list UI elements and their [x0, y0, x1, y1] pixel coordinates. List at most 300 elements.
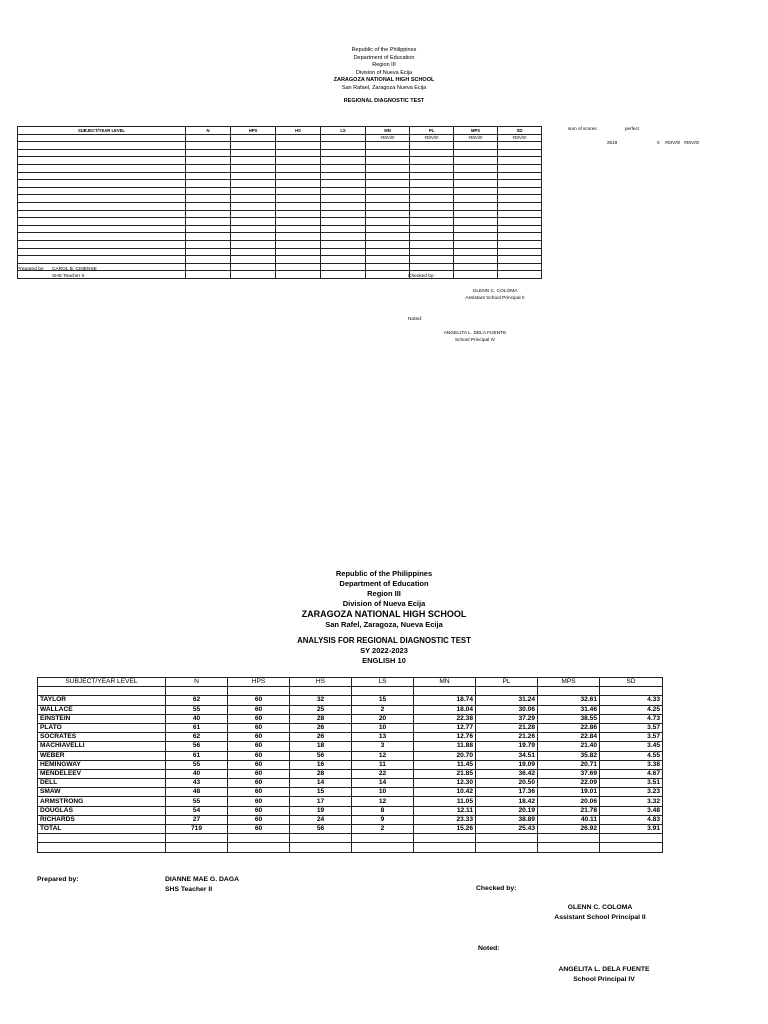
- table-cell: [276, 187, 321, 195]
- table-cell: 18.04: [414, 705, 476, 714]
- table-cell: [410, 172, 454, 180]
- table-cell: 19: [290, 806, 352, 815]
- table-cell: 11: [352, 760, 414, 769]
- table-cell: [410, 195, 454, 203]
- table-cell: 3.91: [600, 825, 663, 834]
- table-cell: [18, 149, 186, 157]
- table-cell: [321, 172, 366, 180]
- table-cell: [352, 834, 414, 843]
- table-row: [18, 142, 542, 150]
- table-cell: [366, 240, 410, 248]
- table-cell: [18, 187, 186, 195]
- table-cell: 9: [352, 815, 414, 824]
- table-row: [18, 149, 542, 157]
- table-row: [18, 180, 542, 188]
- table-cell: TOTAL: [38, 825, 166, 834]
- table-row: [38, 769, 663, 778]
- table-cell: [276, 218, 321, 226]
- table-cell: [231, 157, 276, 165]
- table-cell: 60: [228, 751, 290, 760]
- table-cell: 4.73: [600, 714, 663, 723]
- page1-noted-title: School Principal IV: [454, 338, 496, 343]
- table-cell: [18, 248, 186, 256]
- table-cell: 19.09: [476, 760, 538, 769]
- table-cell: [321, 225, 366, 233]
- table-cell: [366, 149, 410, 157]
- table-cell: [410, 149, 454, 157]
- table-cell: [454, 142, 498, 150]
- empty-row: [38, 834, 663, 843]
- table-cell: [366, 271, 410, 279]
- table-cell: #DIV/0!: [498, 134, 542, 142]
- table-cell: [454, 248, 498, 256]
- table-cell: 61: [166, 751, 228, 760]
- table-cell: [498, 157, 542, 165]
- table-cell: [186, 225, 231, 233]
- table-cell: 4.25: [600, 705, 663, 714]
- table-cell: 26: [290, 723, 352, 732]
- table-cell: [352, 843, 414, 852]
- table-cell: 15.26: [414, 825, 476, 834]
- table-cell: 60: [228, 815, 290, 824]
- page2-header: [0, 569, 768, 666]
- table-cell: [410, 233, 454, 241]
- table-cell: SMAW: [38, 788, 166, 797]
- table-cell: #DIV/0!: [410, 134, 454, 142]
- table-cell: [276, 248, 321, 256]
- table-row: [18, 164, 542, 172]
- table-cell: 10.42: [414, 788, 476, 797]
- table-cell: [186, 187, 231, 195]
- table-cell: 14: [352, 779, 414, 788]
- table-cell: [186, 248, 231, 256]
- table-cell: [538, 834, 600, 843]
- table-cell: [186, 218, 231, 226]
- page2-subject: ENGLISH 10: [362, 656, 406, 665]
- table-cell: [366, 195, 410, 203]
- table-cell: [18, 195, 186, 203]
- table-cell: 10: [352, 788, 414, 797]
- column-header: SD: [498, 127, 542, 135]
- table-cell: [498, 210, 542, 218]
- table-cell: [186, 142, 231, 150]
- table-cell: [166, 834, 228, 843]
- table-cell: 12: [352, 751, 414, 760]
- page2-noted-title: School Principal IV: [573, 976, 635, 983]
- table-row: [18, 240, 542, 248]
- table-cell: [498, 271, 542, 279]
- page2-prepared-name: DIANNE MAE G. DAGA: [165, 876, 240, 883]
- table-cell: 16: [290, 760, 352, 769]
- table-cell: 28: [290, 769, 352, 778]
- table-cell: [410, 202, 454, 210]
- table-cell: [18, 142, 186, 150]
- table-cell: 2: [352, 705, 414, 714]
- table-cell: [498, 142, 542, 150]
- page1-table: [17, 126, 542, 279]
- column-header: SUBJECT/YEAR LEVEL: [18, 127, 186, 135]
- table-cell: 3.45: [600, 742, 663, 751]
- table-cell: 38.55: [538, 714, 600, 723]
- table-cell: [276, 233, 321, 241]
- table-row: [38, 779, 663, 788]
- table-cell: [276, 157, 321, 165]
- table-row: [38, 825, 663, 834]
- table-cell: 11.88: [414, 742, 476, 751]
- table-cell: [231, 202, 276, 210]
- div-error-2: #DIV/0!: [684, 140, 700, 145]
- table-cell: [410, 248, 454, 256]
- table-cell: [228, 687, 290, 696]
- table-cell: [498, 256, 542, 264]
- table-cell: 3.51: [600, 779, 663, 788]
- table-cell: [454, 271, 498, 279]
- page2-title: ANALYSIS FOR REGIONAL DIAGNOSTIC TEST: [297, 636, 471, 645]
- table-cell: [454, 157, 498, 165]
- table-cell: [186, 256, 231, 264]
- table-cell: 21.78: [538, 806, 600, 815]
- table-cell: [18, 225, 186, 233]
- table-cell: [231, 248, 276, 256]
- table-cell: [410, 164, 454, 172]
- table-cell: [454, 149, 498, 157]
- table-cell: [276, 142, 321, 150]
- table-row: [18, 195, 542, 203]
- table-cell: [321, 263, 366, 271]
- table-row: [18, 187, 542, 195]
- table-cell: 27: [166, 815, 228, 824]
- table-cell: [366, 248, 410, 256]
- table-cell: ARMSTRONG: [38, 797, 166, 806]
- table-cell: 4.67: [600, 769, 663, 778]
- page1-division: Division of Nueva Ecija: [355, 69, 413, 76]
- page1-deped: Department of Education: [353, 54, 415, 61]
- page1-prepared-label: Prepared by:: [17, 267, 45, 272]
- column-header: HPS: [231, 127, 276, 135]
- table-cell: [321, 233, 366, 241]
- table-cell: [276, 225, 321, 233]
- page1-school-name: ZARAGOZA NATIONAL HIGH SCHOOL: [333, 77, 435, 84]
- column-header: LS: [321, 127, 366, 135]
- column-header: HS: [276, 127, 321, 135]
- table-cell: [410, 180, 454, 188]
- table-cell: 11.05: [414, 797, 476, 806]
- table-cell: #DIV/0!: [366, 134, 410, 142]
- table-cell: #DIV/0!: [454, 134, 498, 142]
- table-cell: [231, 218, 276, 226]
- table-cell: [186, 134, 231, 142]
- table-cell: [321, 210, 366, 218]
- table-cell: [186, 202, 231, 210]
- column-header: HS: [290, 678, 352, 687]
- page2-prepared-label: Prepared by:: [37, 876, 79, 883]
- table-cell: [600, 687, 663, 696]
- table-cell: 4.83: [600, 815, 663, 824]
- table-cell: [276, 172, 321, 180]
- table-cell: 40: [166, 769, 228, 778]
- table-cell: 40: [166, 714, 228, 723]
- table-cell: TAYLOR: [38, 696, 166, 705]
- perfect-label: perfect: [625, 126, 640, 131]
- page2-checked-title: Assistant School Principal II: [554, 914, 646, 921]
- table-cell: 19.79: [476, 742, 538, 751]
- column-header: MN: [366, 127, 410, 135]
- table-cell: 56: [166, 742, 228, 751]
- table-cell: [186, 233, 231, 241]
- page2-republic: Republic of the Philippines: [335, 569, 433, 578]
- table-cell: [276, 202, 321, 210]
- table-cell: 56: [290, 751, 352, 760]
- table-cell: DOUGLAS: [38, 806, 166, 815]
- table-cell: [276, 149, 321, 157]
- table-cell: 56: [290, 825, 352, 834]
- table-cell: [231, 256, 276, 264]
- table-cell: [410, 225, 454, 233]
- table-cell: [18, 210, 186, 218]
- table-cell: [454, 218, 498, 226]
- table-row: [18, 225, 542, 233]
- column-header: SD: [600, 678, 663, 687]
- table-cell: 60: [228, 788, 290, 797]
- table-cell: [366, 263, 410, 271]
- table-cell: [454, 172, 498, 180]
- table-cell: [498, 172, 542, 180]
- table-cell: 3.57: [600, 733, 663, 742]
- table-cell: [166, 843, 228, 852]
- column-header: MN: [414, 678, 476, 687]
- table-cell: MACHIAVELLI: [38, 742, 166, 751]
- table-cell: 60: [228, 806, 290, 815]
- table-cell: 20: [352, 714, 414, 723]
- table-cell: 36.42: [476, 769, 538, 778]
- table-cell: 12.30: [414, 779, 476, 788]
- table-cell: [410, 256, 454, 264]
- table-cell: [186, 195, 231, 203]
- page1-checked-label: Checked by:: [408, 274, 435, 279]
- table-cell: 62: [166, 733, 228, 742]
- table-cell: [498, 164, 542, 172]
- table-cell: 60: [228, 705, 290, 714]
- table-cell: 55: [166, 760, 228, 769]
- table-row: [18, 134, 542, 142]
- table-cell: 12.11: [414, 806, 476, 815]
- table-cell: 4.55: [600, 751, 663, 760]
- table-cell: 13: [352, 733, 414, 742]
- table-cell: [538, 843, 600, 852]
- table-cell: 20.50: [476, 779, 538, 788]
- table-cell: 3.48: [600, 806, 663, 815]
- table-cell: [231, 134, 276, 142]
- table-cell: 26.92: [538, 825, 600, 834]
- table-cell: [321, 142, 366, 150]
- table-cell: [498, 233, 542, 241]
- column-header: PL: [410, 127, 454, 135]
- table-cell: [18, 218, 186, 226]
- table-cell: PLATO: [38, 723, 166, 732]
- table-cell: [476, 687, 538, 696]
- table-cell: [454, 202, 498, 210]
- table-cell: [186, 240, 231, 248]
- table-cell: 37.29: [476, 714, 538, 723]
- table-cell: 17: [290, 797, 352, 806]
- table-cell: [276, 164, 321, 172]
- table-row: [38, 751, 663, 760]
- table-cell: [290, 843, 352, 852]
- table-cell: [186, 263, 231, 271]
- table-cell: 3.32: [600, 797, 663, 806]
- table-cell: [454, 225, 498, 233]
- table-cell: 24: [290, 815, 352, 824]
- table-cell: 60: [228, 779, 290, 788]
- table-cell: 62: [166, 696, 228, 705]
- table-cell: [18, 240, 186, 248]
- table-cell: [498, 248, 542, 256]
- table-cell: 20.19: [476, 806, 538, 815]
- table-cell: 18.74: [414, 696, 476, 705]
- table-cell: 31.24: [476, 696, 538, 705]
- table-row: [38, 788, 663, 797]
- table-cell: 31.46: [538, 705, 600, 714]
- perfect-value: 0: [657, 140, 660, 145]
- table-cell: [186, 271, 231, 279]
- table-cell: 26: [290, 733, 352, 742]
- table-cell: [18, 172, 186, 180]
- table-cell: [366, 202, 410, 210]
- table-cell: 38.89: [476, 815, 538, 824]
- table-cell: WEBER: [38, 751, 166, 760]
- table-cell: [410, 218, 454, 226]
- table-cell: 28: [290, 714, 352, 723]
- table-cell: [321, 271, 366, 279]
- table-row: [38, 760, 663, 769]
- table-row: [18, 218, 542, 226]
- page2-checked-name: GLENN C. COLOMA: [567, 904, 633, 911]
- table-cell: 60: [228, 769, 290, 778]
- table-cell: [276, 271, 321, 279]
- page1-address: San Rafael, Zaragoza Nueva Ecija: [341, 84, 427, 91]
- table-cell: 3.38: [600, 760, 663, 769]
- table-cell: [321, 134, 366, 142]
- table-cell: [454, 195, 498, 203]
- table-cell: [228, 834, 290, 843]
- table-cell: [366, 210, 410, 218]
- table-cell: 35.82: [538, 751, 600, 760]
- table-cell: 14: [290, 779, 352, 788]
- page1-checked-name: GLENN C. COLOMA: [472, 289, 518, 294]
- table-cell: [290, 687, 352, 696]
- page1-prepared-name: CAROL B. CINENSE: [52, 267, 97, 272]
- table-cell: [366, 164, 410, 172]
- table-cell: 60: [228, 723, 290, 732]
- table-cell: 34.51: [476, 751, 538, 760]
- table-cell: 20.70: [414, 751, 476, 760]
- page2-region: Region III: [367, 589, 401, 598]
- table-cell: [231, 225, 276, 233]
- table-cell: [18, 233, 186, 241]
- table-cell: [321, 187, 366, 195]
- table-cell: [454, 233, 498, 241]
- table-cell: [186, 149, 231, 157]
- table-cell: 60: [228, 714, 290, 723]
- table-cell: [498, 240, 542, 248]
- table-cell: [231, 263, 276, 271]
- div-error-1: #DIV/0!: [665, 140, 681, 145]
- page1-title: REGIONAL DIAGNOSTIC TEST: [343, 97, 425, 104]
- table-cell: 18.42: [476, 797, 538, 806]
- table-cell: [231, 240, 276, 248]
- table-cell: 60: [228, 797, 290, 806]
- table-row: [38, 723, 663, 732]
- table-cell: [231, 233, 276, 241]
- table-cell: [410, 210, 454, 218]
- table-cell: [231, 149, 276, 157]
- table-cell: [38, 834, 166, 843]
- table-row: [38, 733, 663, 742]
- table-cell: 20.71: [538, 760, 600, 769]
- table-cell: [476, 843, 538, 852]
- table-cell: [498, 149, 542, 157]
- table-cell: [414, 834, 476, 843]
- table-cell: [166, 687, 228, 696]
- table-cell: [186, 157, 231, 165]
- table-cell: 8: [352, 806, 414, 815]
- page2-noted-label: Noted:: [478, 945, 500, 952]
- table-cell: [410, 240, 454, 248]
- table-cell: 60: [228, 825, 290, 834]
- table-cell: [321, 180, 366, 188]
- table-cell: [186, 172, 231, 180]
- table-cell: 22: [352, 769, 414, 778]
- table-cell: 55: [166, 797, 228, 806]
- table-cell: [498, 263, 542, 271]
- table-cell: 60: [228, 760, 290, 769]
- column-header: HPS: [228, 678, 290, 687]
- table-cell: [231, 180, 276, 188]
- table-cell: 37.69: [538, 769, 600, 778]
- table-cell: 32: [290, 696, 352, 705]
- table-row: [18, 210, 542, 218]
- table-row: [38, 705, 663, 714]
- table-cell: [276, 263, 321, 271]
- table-cell: 60: [228, 696, 290, 705]
- table-cell: [366, 180, 410, 188]
- table-cell: [276, 180, 321, 188]
- table-cell: 4.33: [600, 696, 663, 705]
- page2-prepared-title: SHS Teacher II: [165, 886, 213, 893]
- sum-of-scores-value: 2619: [607, 140, 618, 145]
- table-cell: 12.77: [414, 723, 476, 732]
- table-cell: 11.45: [414, 760, 476, 769]
- page1-noted-label: Noted:: [408, 317, 423, 322]
- table-cell: 3.23: [600, 788, 663, 797]
- table-cell: [276, 195, 321, 203]
- page1-noted-name: ANGELITA L. DELA FUENTE: [443, 331, 507, 336]
- table-row: [38, 696, 663, 705]
- table-cell: [414, 687, 476, 696]
- table-cell: [321, 240, 366, 248]
- table-cell: [231, 210, 276, 218]
- table-cell: [498, 180, 542, 188]
- table-cell: EINSTEIN: [38, 714, 166, 723]
- table-cell: [18, 202, 186, 210]
- table-row: [18, 233, 542, 241]
- table-cell: [38, 843, 166, 852]
- table-cell: [366, 142, 410, 150]
- table-cell: [498, 195, 542, 203]
- table-cell: [538, 687, 600, 696]
- empty-row: [38, 687, 663, 696]
- table-cell: 23.33: [414, 815, 476, 824]
